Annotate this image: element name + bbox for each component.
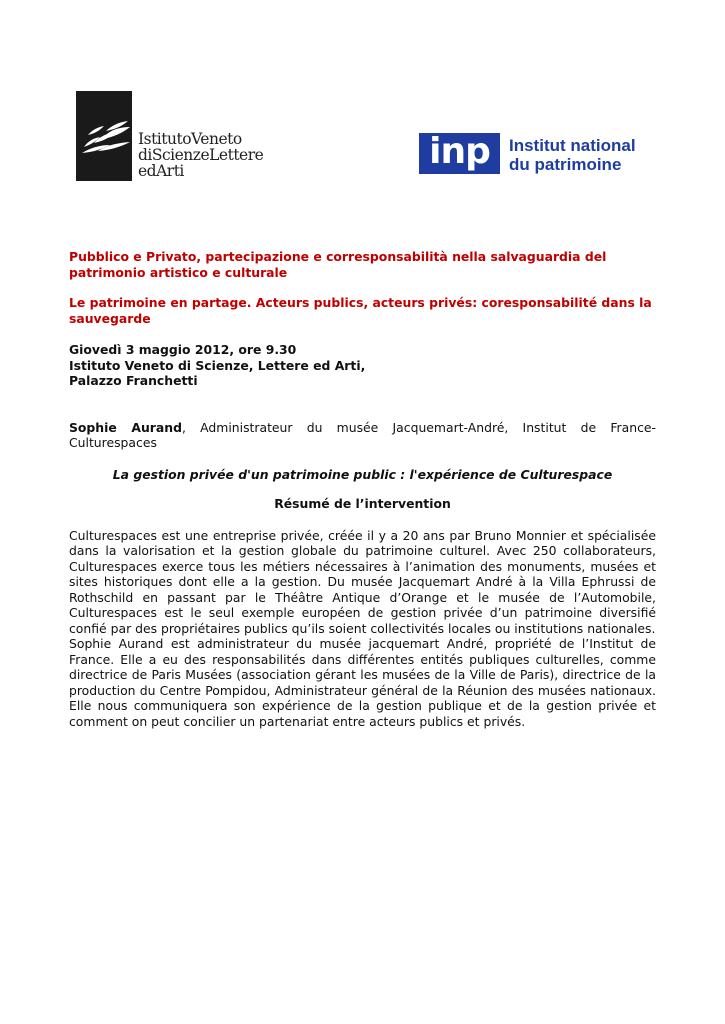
event-venue: Istituto Veneto di Scienze, Lettere ed Arti, [69, 357, 366, 373]
ivsla-line-2: diScienzeLettere [138, 146, 264, 164]
ivsla-emblem-icon [76, 91, 140, 181]
speaker-role: , Administrateur du musée Jacquemart-André, Institut de France-Culturespaces [69, 419, 657, 450]
inp-logo-mark: inp [419, 133, 500, 174]
paragraph: Sophie Aurand est administrateur du musée jacquemart André, propriété de l’Institut de France. Elle a eu des responsabilités dans différentes entités publiques culturelles, comme directrice de Paris Musées (association gérant les musées de la Ville de Paris), directrice de la production du Centre Pompidou, Administrateur général de la Réunion des musées nationaux. Elle nous communiquera son expérience de la gestion publique et de la gestion privée et comment on peut concilier un partenariat entre acteurs publics et privés. [69, 636, 656, 729]
title-french: Le patrimoine en partage. Acteurs publics, acteurs privés: coresponsabilité dans la sauvegarde [69, 295, 652, 326]
title-italian: Pubblico e Privato, partecipazione e corresponsabilità nella salvaguardia del patrimonio artistico e culturale [69, 249, 607, 280]
speaker-line [69, 420, 656, 451]
speaker-name: Sophie Aurand [69, 419, 182, 435]
istituto-veneto-logo [76, 91, 276, 181]
ivsla-line-3: edArti [138, 162, 184, 180]
resume-heading: Résumé de l’intervention [274, 496, 451, 511]
event-date: Giovedì 3 maggio 2012, ore 9.30 [69, 342, 297, 357]
document-body [69, 249, 656, 729]
event-details [69, 342, 656, 389]
resume-text [69, 528, 656, 730]
talk-title: La gestion privée d'un patrimoine public : l'expérience de Culturespace [112, 466, 613, 482]
paragraph: Culturespaces est une entreprise privée, créée il y a 20 ans par Bruno Monnier et spécialisée dans la valorisation et la gestion globale du patrimoine culturel. Avec 250 collaborateurs, Culturespaces exerce tous les métiers nécessaires à l’animation des monuments, musées et sites historiques dont elle a la gestion. Du musée Jacquemart André à la Villa Ephrussi de Rothschild en passant par le Théâtre Antique d’Orange et le musée de l’Automobile, Culturespaces est le seul exemple européen de gestion privée d’un patrimoine diversifié confié par des propriétaires publics qu’ils soient collectivités locales ou institutions nationales. [69, 527, 656, 636]
inp-line-1: Institut national [509, 136, 636, 155]
event-palace: Palazzo Franchetti [69, 373, 198, 388]
ivsla-line-1: IstitutoVeneto [138, 130, 242, 148]
inp-logo [419, 133, 659, 175]
inp-line-2: du patrimoine [509, 155, 622, 174]
